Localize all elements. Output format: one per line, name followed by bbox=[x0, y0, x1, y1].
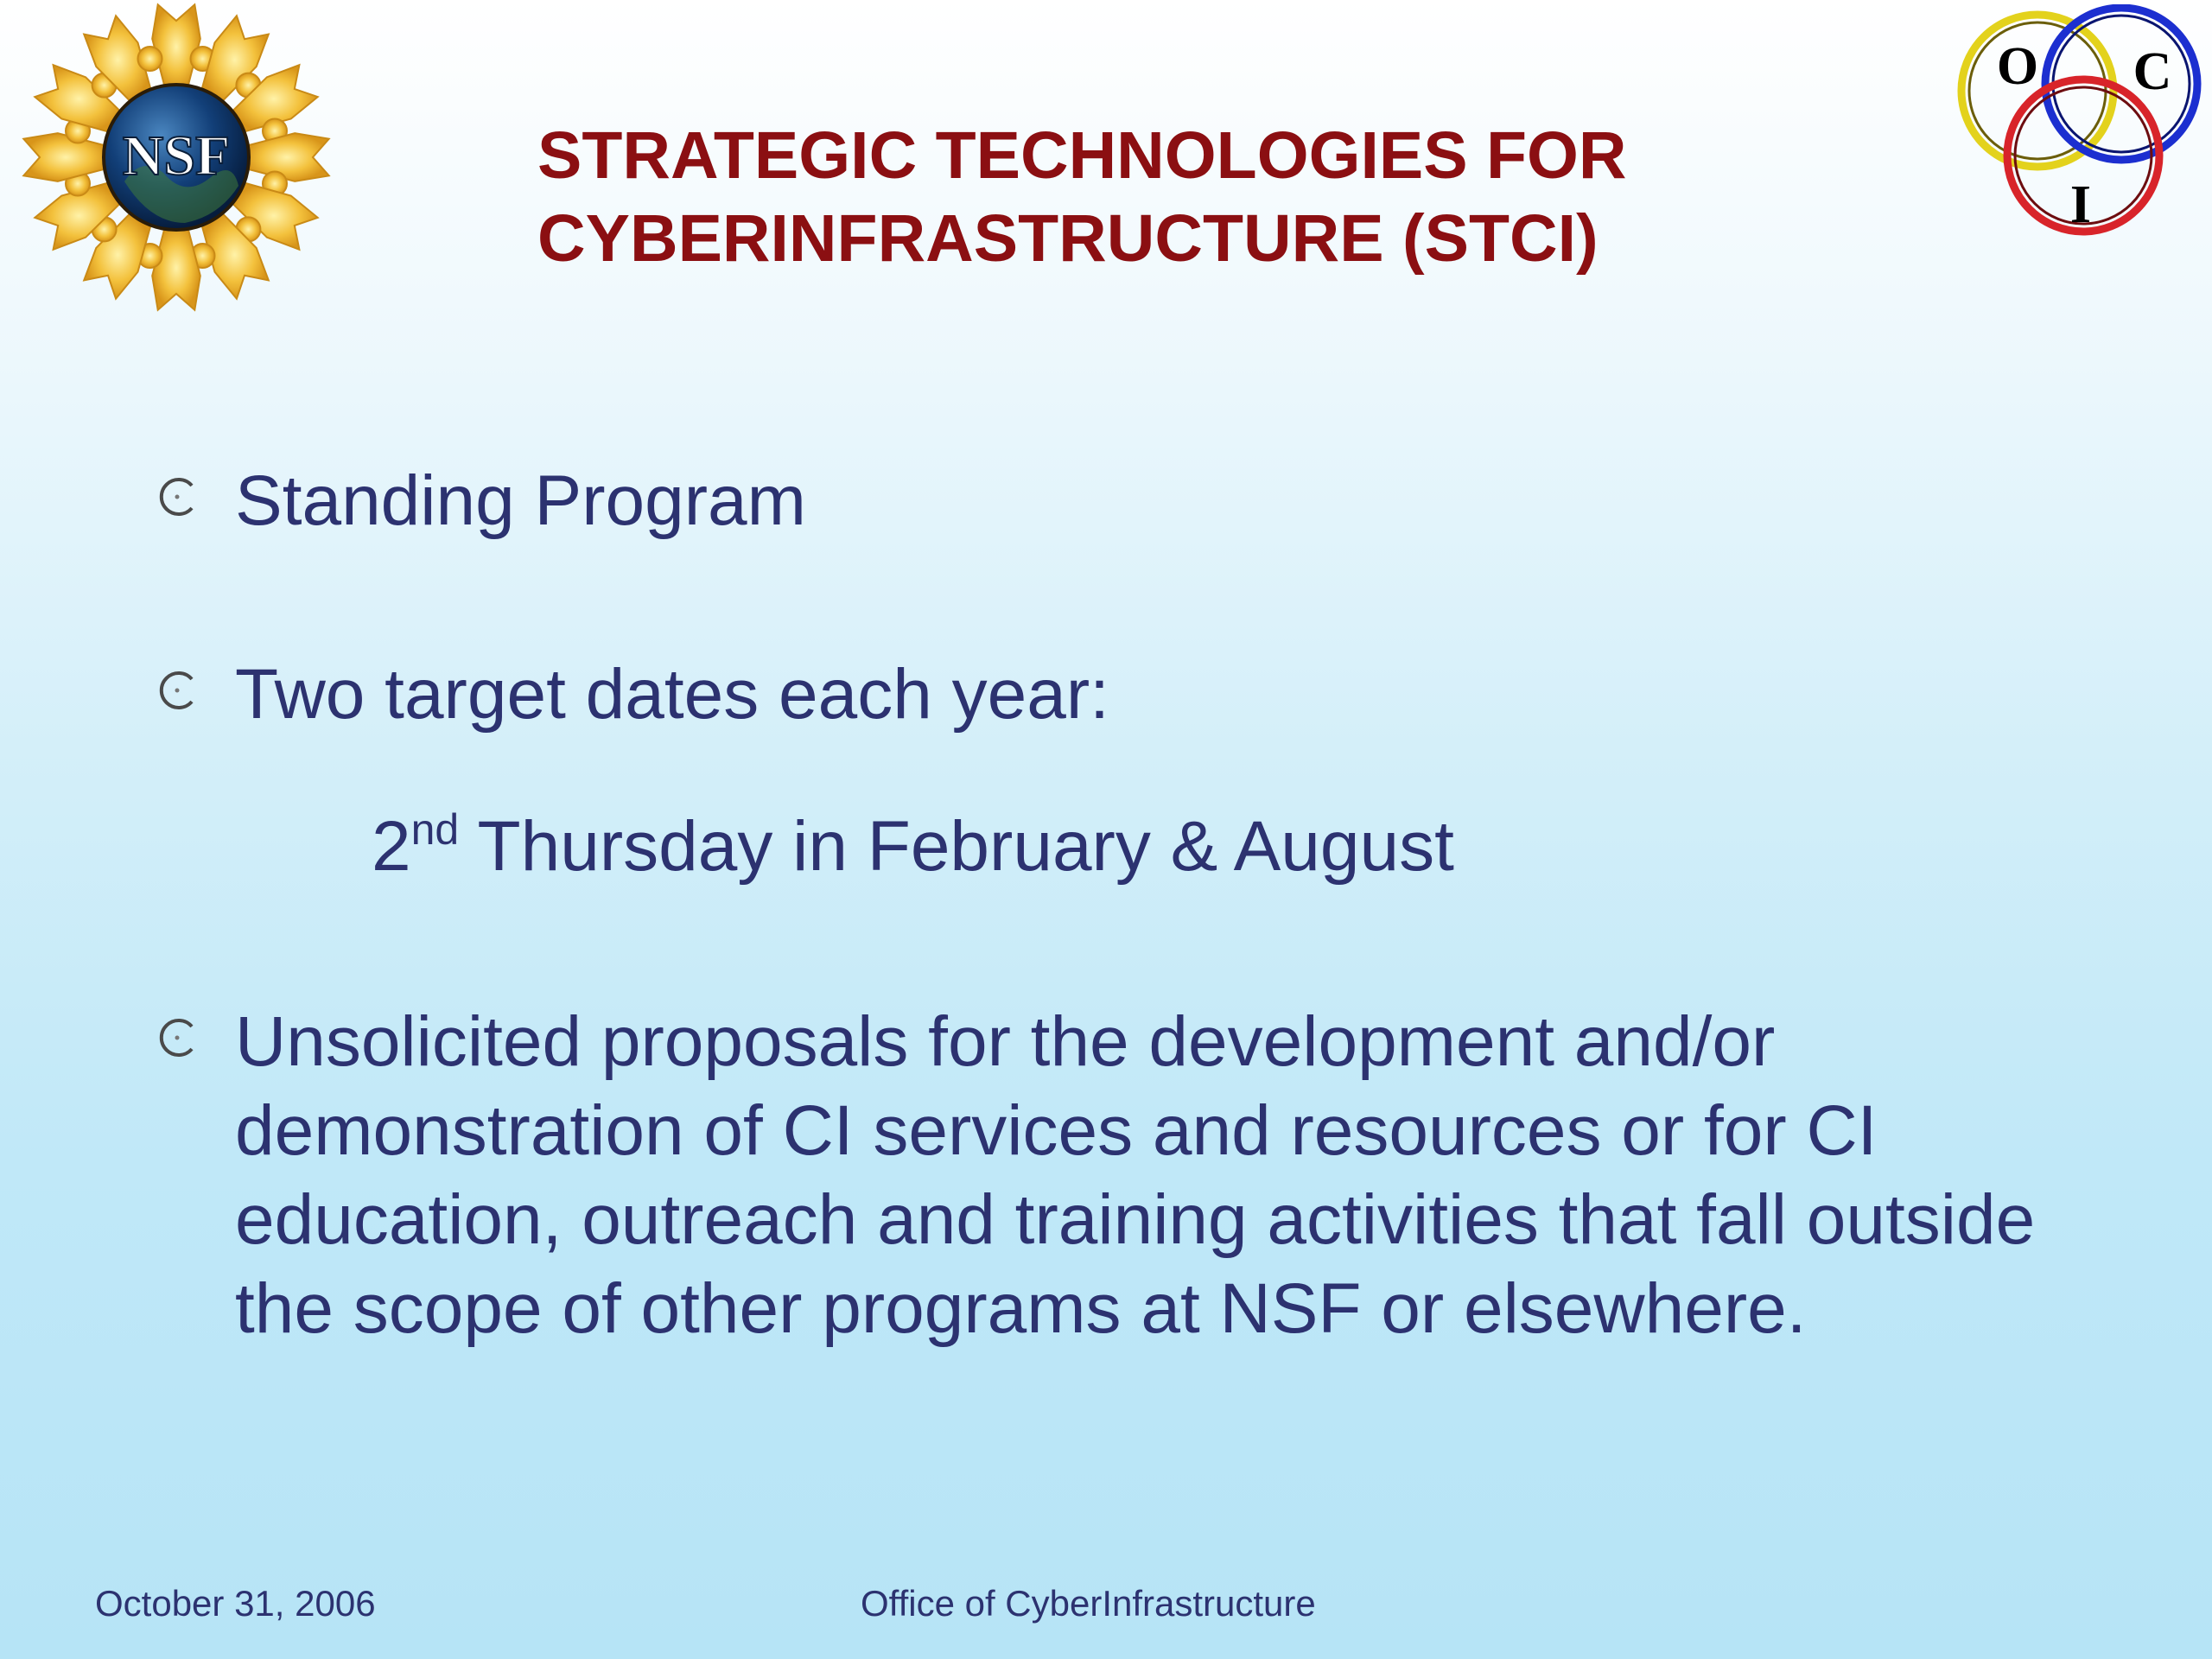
oci-letter-i: I bbox=[2069, 175, 2092, 234]
footer-office: Office of CyberInfrastructure bbox=[861, 1583, 1316, 1624]
nsf-sunburst-ray bbox=[152, 4, 200, 89]
nsf-logo bbox=[12, 0, 340, 320]
nsf-sunburst-ray bbox=[23, 133, 108, 181]
title-line-2: CYBERINFRASTRUCTURE (STCI) bbox=[537, 201, 1599, 276]
slide-title bbox=[537, 114, 1920, 280]
bullet-icon bbox=[154, 474, 200, 520]
nsf-sunburst-ray bbox=[245, 133, 329, 181]
ordinal-suffix: nd bbox=[410, 805, 460, 854]
bullet-standing-program: Standing Program bbox=[235, 461, 806, 540]
target-dates-detail bbox=[372, 802, 1454, 891]
oci-letter-c: C bbox=[2133, 42, 2172, 101]
ordinal-number: 2 bbox=[372, 807, 411, 886]
bullet-icon bbox=[154, 1014, 200, 1061]
oci-logo bbox=[1957, 4, 2208, 246]
title-line-1: STRATEGIC TECHNOLOGIES FOR bbox=[537, 118, 1627, 193]
bullet-icon bbox=[154, 667, 200, 714]
nsf-sunburst-node bbox=[138, 47, 162, 71]
nsf-sunburst-ray bbox=[152, 226, 200, 310]
oci-letter-o: O bbox=[1996, 37, 2039, 96]
bullet-unsolicited-proposals: Unsolicited proposals for the development and/or demonstration of CI services and resources or for CI education, outreach and training activities that fall outside the scope of other programs at NSF or elsewhere. bbox=[235, 1002, 2036, 1348]
dates-text: Thursday in February & August bbox=[459, 807, 1454, 886]
nsf-logo-text: NSF bbox=[122, 124, 231, 188]
footer-date: October 31, 2006 bbox=[95, 1583, 376, 1624]
bullet-target-dates: Two target dates each year: bbox=[235, 655, 1109, 734]
